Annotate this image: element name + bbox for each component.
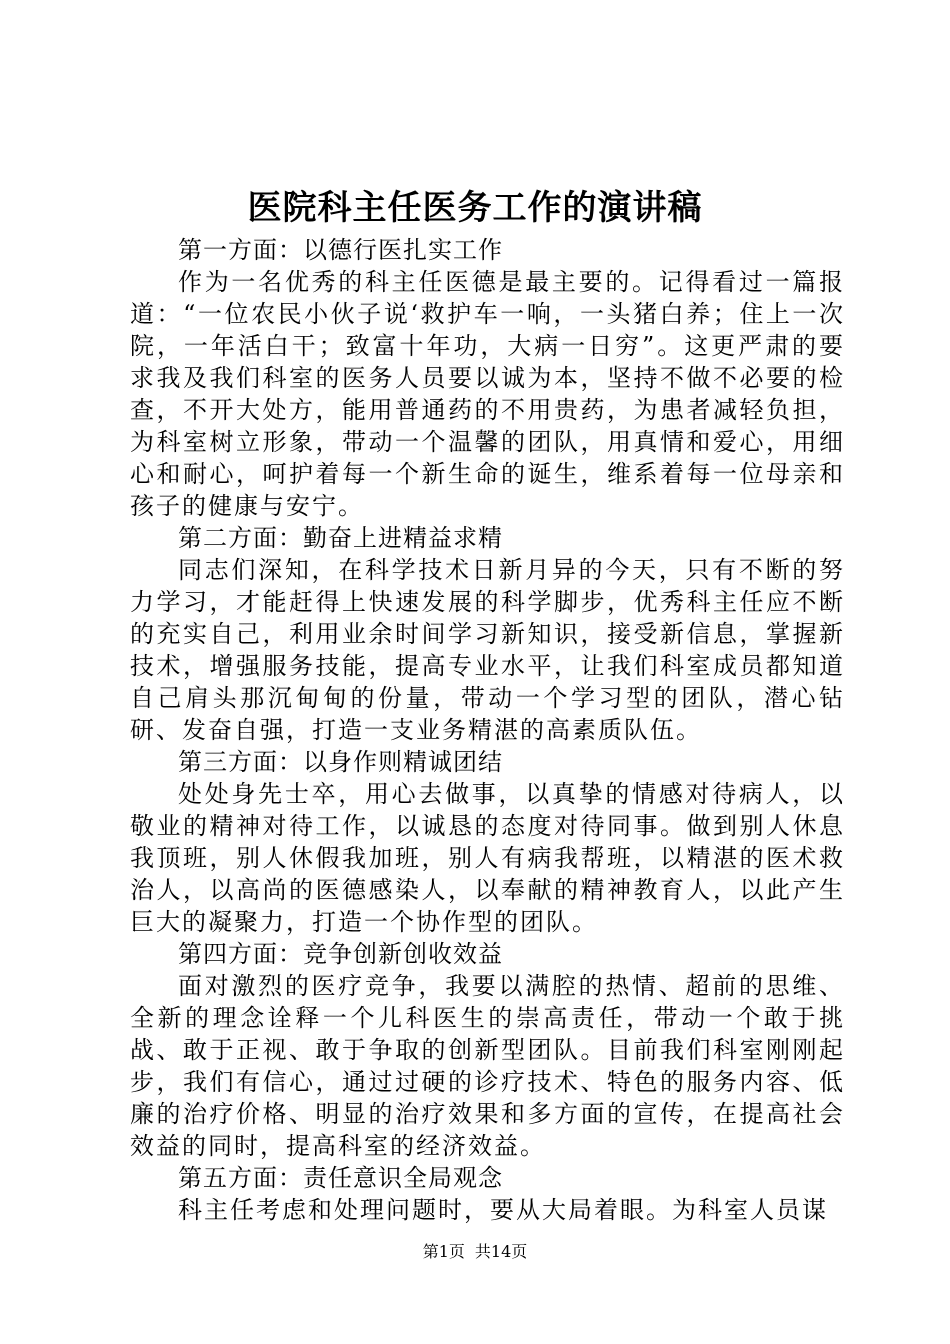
section-paragraph-2: 同志们深知，在科学技术日新月异的今天，只有不断的努力学习，才能赶得上快速发展的科学脚步，优秀科主任应不断的充实自己，利用业余时间学习新知识，接受新信息，掌握新技术，增强服务技能，提高专业水平，让我们科室成员都知道自己肩头那沉甸甸的份量，带动一个学习型的团队，潜心钻研、发奋自强，打造一支业务精湛的高素质队伍。 xyxy=(130,556,845,744)
section-heading-1: 第一方面：以德行医扎实工作 xyxy=(178,236,503,264)
section-heading-5: 第五方面：责任意识全局观念 xyxy=(178,1164,503,1192)
section-paragraph-1: 作为一名优秀的科主任医德是最主要的。记得看过一篇报道：“一位农民小伙子说‘救护车一响，一头猪白养；住上一次院，一年活白干；致富十年功，大病一日穷”。这更严肃的要求我及我们科室的医务人员要以诚为本，坚持不做不必要的检查，不开大处方，能用普通药的不用贵药，为患者减轻负担，为科室树立形象，带动一个温馨的团队，用真情和爱心，用细心和耐心，呵护着每一个新生命的诞生，维系着每一位母亲和孩子的健康与安宁。 xyxy=(130,268,845,520)
section-paragraph-4: 面对激烈的医疗竞争，我要以满腔的热情、超前的思维、全新的理念诠释一个儿科医生的崇高责任，带动一个敢于挑战、敢于正视、敢于争取的创新型团队。目前我们科室刚刚起步，我们有信心，通过过硬的诊疗技术、特色的服务内容、低廉的治疗价格、明显的治疗效果和多方面的宣传，在提高社会效益的同时，提高科室的经济效益。 xyxy=(130,972,845,1160)
section-heading-2: 第二方面：勤奋上进精益求精 xyxy=(178,524,503,552)
page-footer xyxy=(0,1240,950,1264)
page-number: 第1页 xyxy=(422,1242,465,1261)
document-title: 医院科主任医务工作的演讲稿 xyxy=(247,188,703,228)
page-total: 共14页 xyxy=(474,1242,528,1261)
document-body xyxy=(130,234,845,1226)
section-heading-4: 第四方面：竞争创新创收效益 xyxy=(178,940,503,968)
section-paragraph-3: 处处身先士卒，用心去做事，以真挚的情感对待病人，以敬业的精神对待工作，以诚恳的态度对待同事。做到别人休息我顶班，别人休假我加班，别人有病我帮班，以精湛的医术救治人，以高尚的医德感染人，以奉献的精神教育人，以此产生巨大的凝聚力，打造一个协作型的团队。 xyxy=(130,780,845,936)
section-paragraph-5: 科主任考虑和处理问题时，要从大局着眼。为科室人员谋 xyxy=(178,1196,828,1224)
section-heading-3: 第三方面：以身作则精诚团结 xyxy=(178,748,503,776)
